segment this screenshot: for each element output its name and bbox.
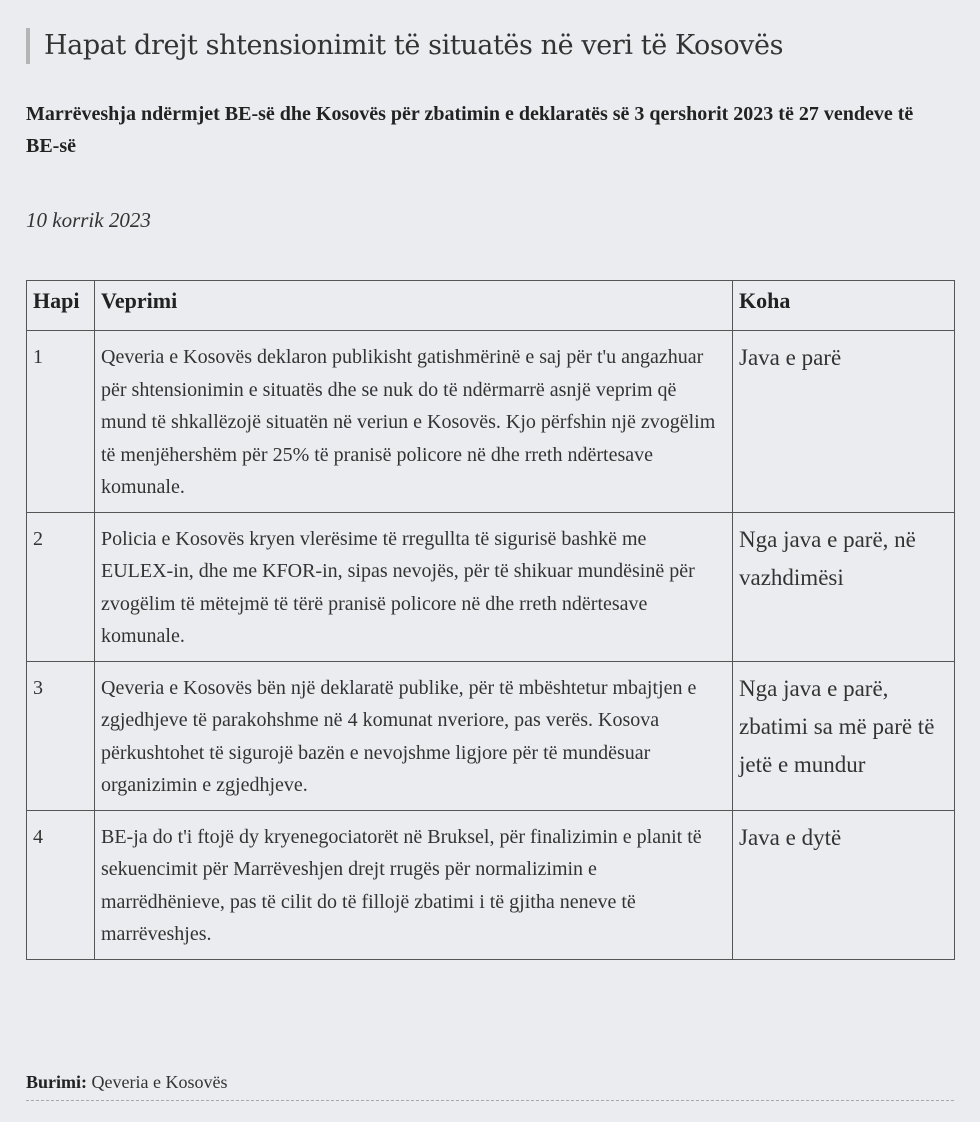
- step-time: Nga java e parë, zbatimi sa më parë të jetë e mundur: [733, 661, 955, 810]
- table-header-row: [27, 281, 955, 331]
- publication-date: 10 korrik 2023: [26, 208, 151, 232]
- title-bar: [26, 28, 783, 64]
- header-action: Veprimi: [95, 281, 733, 331]
- step-number: 2: [27, 512, 95, 661]
- step-action: Qeveria e Kosovës deklaron publikisht gatishmërinë e saj për t'u angazhuar për shtensionimin e situatës dhe se nuk do të ndërmarrë asnjë veprim që mund të shkallëzojë situatën në veriun e Kosovës. Kjo përfshin një zvogëlim të menjëhershëm për 25% të pranisë policore në dhe rreth ndërtesave komunale.: [95, 331, 733, 513]
- source-text: Qeveria e Kosovës: [91, 1072, 228, 1092]
- header-step: Hapi: [27, 281, 95, 331]
- source-label: Burimi:: [26, 1072, 87, 1092]
- steps-table: [26, 280, 955, 960]
- step-number: 1: [27, 331, 95, 513]
- page-title: Hapat drejt shtensionimit të situatës në veri të Kosovës: [44, 30, 784, 61]
- table-row: [27, 512, 955, 661]
- step-time: Java e dytë: [733, 810, 955, 959]
- table-row: [27, 661, 955, 810]
- step-action: Policia e Kosovës kryen vlerësime të rregullta të sigurisë bashkë me EULEX-in, dhe me KFOR-in, sipas nevojës, për të shikuar mundësinë për zvogëlim të mëtejmë të tërë pranisë policore në dhe rreth ndërtesave komunale.: [95, 512, 733, 661]
- step-time: Nga java e parë, në vazhdimësi: [733, 512, 955, 661]
- step-number: 4: [27, 810, 95, 959]
- step-action: BE-ja do t'i ftojë dy kryenegociatorët në Bruksel, për finalizimin e planit të sekuencimit për Marrëveshjen drejt rrugës për normalizimin e marrëdhënieve, pas të cilit do të fillojë zbatimi i të gjitha neneve të marrëveshjes.: [95, 810, 733, 959]
- source-note: [26, 1068, 954, 1101]
- header-time: Koha: [733, 281, 955, 331]
- step-time: Java e parë: [733, 331, 955, 513]
- step-number: 3: [27, 661, 95, 810]
- page-subtitle: Marrëveshja ndërmjet BE-së dhe Kosovës për zbatimin e deklaratës së 3 qershorit 2023 të 27 vendeve të BE-së: [26, 103, 914, 157]
- step-action: Qeveria e Kosovës bën një deklaratë publike, për të mbështetur mbajtjen e zgjedhjeve të parakohshme në 4 komunat nveriore, pas verës. Kosova përkushtohet të sigurojë bazën e nevojshme ligjore për të mundësuar organizimin e zgjedhjeve.: [95, 661, 733, 810]
- table-row: [27, 810, 955, 959]
- table-row: [27, 331, 955, 513]
